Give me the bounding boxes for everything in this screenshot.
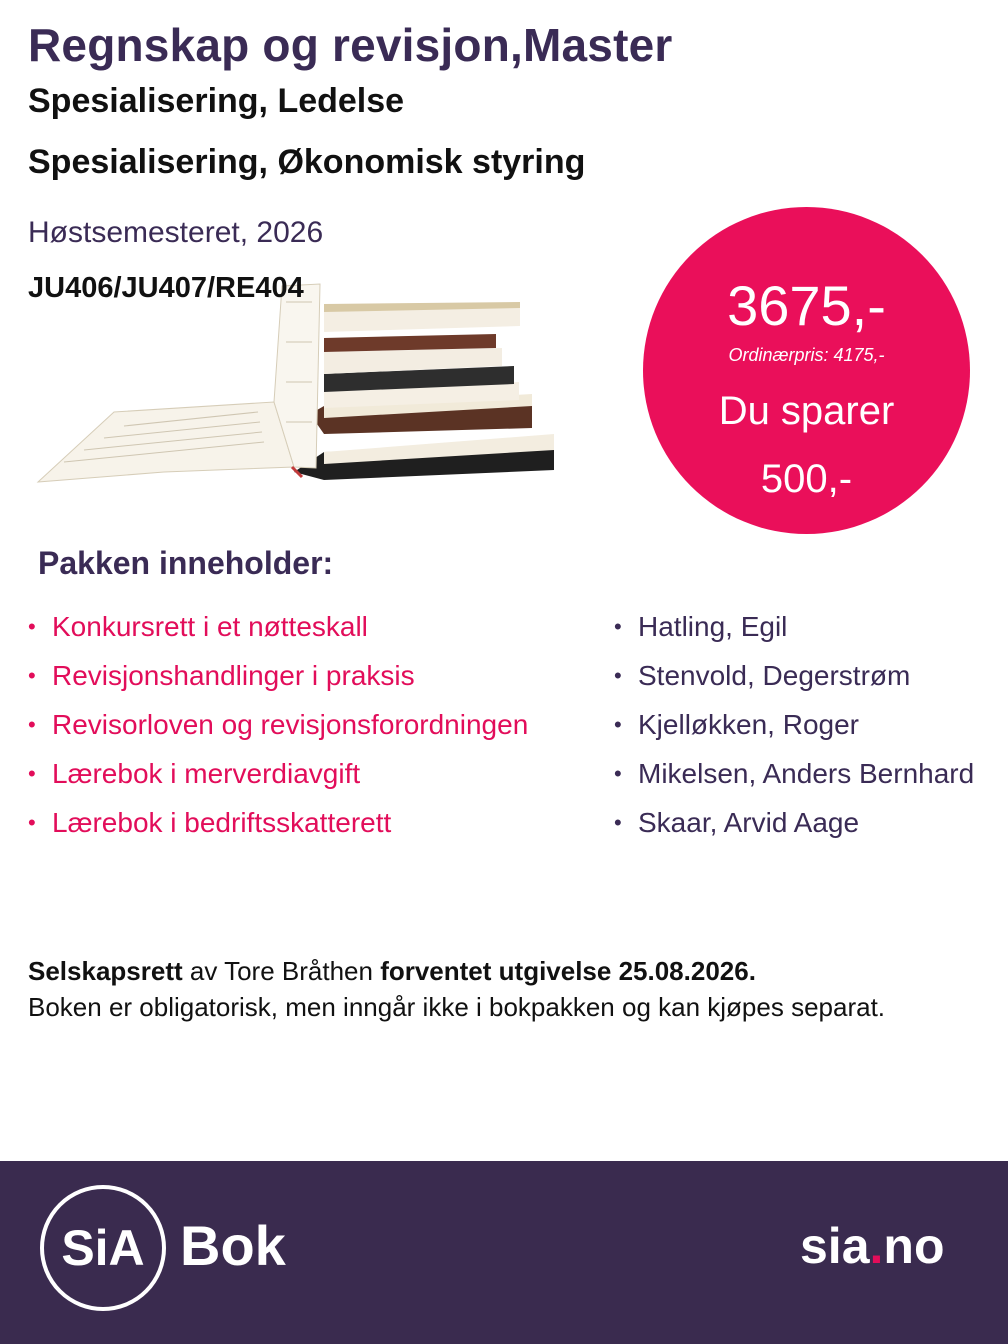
bullet-icon: • [28, 663, 36, 688]
bullet-icon: • [28, 810, 36, 835]
ordinary-price: Ordinærpris: 4175,- [728, 345, 885, 365]
book-title-list [28, 610, 528, 855]
list-item [28, 659, 528, 708]
book-title: Revisjonshandlinger i praksis [52, 660, 415, 691]
course-codes: JU406/JU407/RE404 [28, 272, 304, 304]
site-dot: . [869, 1218, 884, 1274]
books-illustration [24, 282, 564, 494]
bullet-icon: • [28, 761, 36, 786]
site-name: sia [800, 1218, 870, 1274]
package-heading: Pakken inneholder: [38, 545, 334, 581]
specialization-okonomisk-styring: Spesialisering, Økonomisk styring [28, 143, 586, 181]
book-author: Stenvold, Degerstrøm [638, 660, 911, 691]
note-release: forventet utgivelse 25.08.2026. [380, 956, 756, 986]
book-title: Konkursrett i et nøtteskall [52, 611, 368, 642]
bullet-icon: • [614, 761, 622, 786]
bok-logo-text: Bok [180, 1214, 286, 1277]
bullet-icon: • [614, 614, 622, 639]
list-item [28, 708, 528, 757]
mandatory-book-note [28, 953, 988, 1025]
footer [0, 1161, 1008, 1344]
website-link[interactable] [800, 1217, 945, 1275]
author-list [614, 610, 974, 855]
savings-amount: 500,- [760, 457, 853, 501]
note-author: av Tore Bråthen [182, 956, 381, 986]
savings-label: Du sparer [718, 389, 895, 433]
list-item [28, 757, 528, 806]
bullet-icon: • [28, 614, 36, 639]
list-item [614, 708, 974, 757]
list-item [614, 659, 974, 708]
list-item [28, 610, 528, 659]
note-line-1 [28, 953, 988, 989]
semester-label: Høstsemesteret, 2026 [28, 216, 324, 249]
book-title: Revisorloven og revisjonsforordningen [52, 709, 529, 740]
site-tld: no [883, 1218, 945, 1274]
price-badge [643, 207, 970, 534]
book-title: Lærebok i bedriftsskatterett [52, 807, 392, 838]
book-title: Lærebok i merverdiavgift [52, 758, 361, 789]
book-author: Hatling, Egil [638, 611, 788, 642]
bullet-icon: • [614, 663, 622, 688]
list-item [28, 806, 528, 855]
bullet-icon: • [28, 712, 36, 737]
book-author: Mikelsen, Anders Bernhard [638, 758, 975, 789]
note-book-title: Selskapsrett [28, 956, 183, 986]
list-item [614, 757, 974, 806]
note-line-2: Boken er obligatorisk, men inngår ikke i bokpakken og kan kjøpes separat. [28, 992, 886, 1022]
bullet-icon: • [614, 810, 622, 835]
page-title: Regnskap og revisjon,Master [28, 19, 673, 71]
package-price: 3675,- [727, 274, 886, 337]
list-item [614, 806, 974, 855]
book-author: Skaar, Arvid Aage [638, 807, 860, 838]
list-item [614, 610, 974, 659]
sia-logo[interactable]: SiA [40, 1185, 166, 1311]
specialization-ledelse: Spesialisering, Ledelse [28, 82, 405, 120]
book-author: Kjelløkken, Roger [638, 709, 859, 740]
bullet-icon: • [614, 712, 622, 737]
